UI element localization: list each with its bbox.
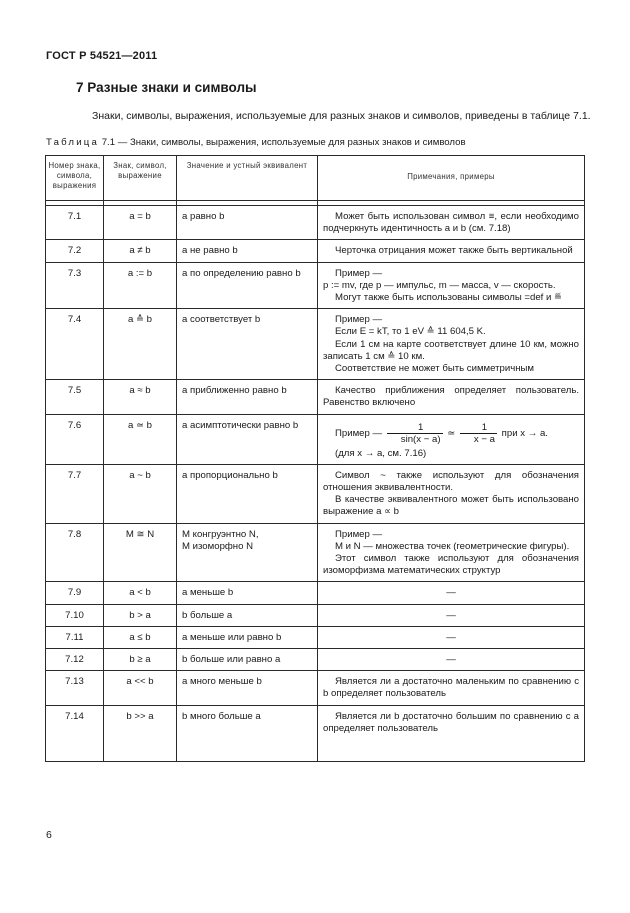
section-title: 7 Разные знаки и символы xyxy=(76,80,257,95)
table-header-row xyxy=(46,156,585,201)
row-number: 7.7 xyxy=(46,464,104,523)
row-notes xyxy=(318,464,585,523)
column-header: Знак, символ, выражение xyxy=(104,156,177,201)
column-header: Значение и устный эквивалент xyxy=(177,156,318,201)
row-meaning: a пропорционально b xyxy=(177,464,318,523)
row-number: 7.12 xyxy=(46,649,104,671)
row-number: 7.8 xyxy=(46,523,104,582)
row-number: 7.1 xyxy=(46,206,104,240)
row-symbol: a ≈ b xyxy=(104,380,177,414)
note-line: p := mv, где p — импульс, m — масса, v — скорость. xyxy=(323,279,556,291)
table-row xyxy=(46,626,585,648)
row-symbol: a ≠ b xyxy=(104,240,177,262)
note-line: Если E = kT, то 1 eV ≙ 11 604,5 K. xyxy=(335,326,486,338)
note-line: Пример — xyxy=(335,314,383,326)
row-number: 7.2 xyxy=(46,240,104,262)
note-line: Черточка отрицания может также быть вертикальной xyxy=(335,245,573,257)
note-dash: — xyxy=(446,654,456,666)
table-row xyxy=(46,206,585,240)
note-line: M и N — множества точек (геометрические фигуры). xyxy=(335,540,570,552)
row-notes xyxy=(318,414,585,464)
row-meaning: b больше a xyxy=(177,604,318,626)
note-line: В качестве эквивалентного может быть использовано выражение a ∝ b xyxy=(323,494,579,518)
row-number: 7.10 xyxy=(46,604,104,626)
table-row xyxy=(46,582,585,604)
row-meaning: a соответствует b xyxy=(177,309,318,380)
row-symbol: a = b xyxy=(104,206,177,240)
row-symbol: a < b xyxy=(104,582,177,604)
table-row xyxy=(46,309,585,380)
row-notes xyxy=(318,240,585,262)
caption-prefix: Таблица xyxy=(46,137,100,148)
row-meaning: a по определению равно b xyxy=(177,262,318,309)
row-symbol: a ≙ b xyxy=(104,309,177,380)
row-meaning: a не равно b xyxy=(177,240,318,262)
row-symbol: M ≅ N xyxy=(104,523,177,582)
row-symbol: b > a xyxy=(104,604,177,626)
row-symbol: a << b xyxy=(104,671,177,705)
row-notes xyxy=(318,206,585,240)
table-row xyxy=(46,705,585,761)
fraction: $\frac{1}{x - a}$ xyxy=(460,422,497,445)
row-number: 7.6 xyxy=(46,414,104,464)
note-line: Этот символ также используют для обозначения изоморфизма математических структур xyxy=(323,553,579,577)
table-row xyxy=(46,414,585,464)
note-line: Является ли b достаточно большим по сравнению с a определяет пользователь xyxy=(323,710,579,734)
row-number: 7.9 xyxy=(46,582,104,604)
note-line: Является ли a достаточно маленьким по сравнению с b определяет пользователь xyxy=(323,676,579,700)
meaning-line: M изоморфно N xyxy=(182,540,254,552)
row-notes xyxy=(318,604,585,626)
note-dash: — xyxy=(446,587,456,599)
note-line: Качество приближения определяет пользователь. Равенство включено xyxy=(323,385,579,409)
note-line: Могут также быть использованы символы =def и ≝ xyxy=(335,292,563,304)
document-header: ГОСТ Р 54521—2011 xyxy=(46,50,158,62)
formula-example: Пример — $\frac{1}{\sin(x - a)}$ ≃ $\frac{1}{x - a}$ при x → a. xyxy=(335,421,548,445)
row-notes xyxy=(318,523,585,582)
fraction: $\frac{1}{\sin(x - a)}$ xyxy=(387,422,443,445)
page-number: 6 xyxy=(46,829,52,841)
row-meaning: a много меньше b xyxy=(177,671,318,705)
note-dash: — xyxy=(446,609,456,621)
row-meaning: a равно b xyxy=(177,206,318,240)
row-notes xyxy=(318,309,585,380)
row-symbol: b >> a xyxy=(104,705,177,761)
row-meaning: b много больше a xyxy=(177,705,318,761)
row-symbol: a ~ b xyxy=(104,464,177,523)
row-number: 7.11 xyxy=(46,626,104,648)
row-notes xyxy=(318,380,585,414)
example-prefix: Пример — xyxy=(335,427,383,439)
row-meaning: a меньше или равно b xyxy=(177,626,318,648)
note-line: Пример — xyxy=(335,528,383,540)
row-notes xyxy=(318,582,585,604)
row-number: 7.5 xyxy=(46,380,104,414)
row-symbol: a ≤ b xyxy=(104,626,177,648)
row-meaning xyxy=(177,523,318,582)
row-meaning: a приближенно равно b xyxy=(177,380,318,414)
row-meaning: b больше или равно a xyxy=(177,649,318,671)
table-row xyxy=(46,523,585,582)
table-row xyxy=(46,649,585,671)
row-notes xyxy=(318,705,585,761)
row-meaning: a асимптотически равно b xyxy=(177,414,318,464)
row-symbol: b ≥ a xyxy=(104,649,177,671)
note-line: Если 1 см на карте соответствует длине 10 км, можно записать 1 см ≙ 10 км. xyxy=(323,338,579,362)
row-number: 7.3 xyxy=(46,262,104,309)
table-caption xyxy=(46,137,466,148)
row-number: 7.13 xyxy=(46,671,104,705)
caption-text: 7.1 — Знаки, символы, выражения, используемые для разных знаков и символов xyxy=(101,137,466,148)
table-row xyxy=(46,262,585,309)
note-line: Соответствие не может быть симметричным xyxy=(335,363,535,375)
symbols-table xyxy=(45,155,585,762)
table-row xyxy=(46,240,585,262)
column-header: Примечания, примеры xyxy=(318,156,585,201)
note-line: Символ ~ также используют для обозначения отношения эквивалентности. xyxy=(323,469,579,494)
column-header: Номер знака, символа, выражения xyxy=(46,156,104,201)
meaning-line: M конгруэнтно N, xyxy=(182,528,259,540)
note-line: (для x → a, см. 7.16) xyxy=(335,447,427,459)
row-notes xyxy=(318,262,585,309)
row-notes xyxy=(318,671,585,705)
example-suffix: при x → a. xyxy=(501,427,548,439)
table-row xyxy=(46,671,585,705)
table-row xyxy=(46,604,585,626)
row-number: 7.4 xyxy=(46,309,104,380)
note-dash: — xyxy=(446,631,456,643)
row-meaning: a меньше b xyxy=(177,582,318,604)
row-symbol: a ≃ b xyxy=(104,414,177,464)
note-line: Может быть использован символ ≡, если необходимо подчеркнуть идентичность a и b (см. 7.18) xyxy=(323,211,579,235)
row-symbol: a := b xyxy=(104,262,177,309)
table-row xyxy=(46,464,585,523)
row-notes xyxy=(318,649,585,671)
row-notes xyxy=(318,626,585,648)
intro-paragraph: Знаки, символы, выражения, используемые для разных знаков и символов, приведены в таблице 7.1. xyxy=(92,110,591,122)
table-row xyxy=(46,380,585,414)
note-line: Пример — xyxy=(335,267,383,279)
row-number: 7.14 xyxy=(46,705,104,761)
